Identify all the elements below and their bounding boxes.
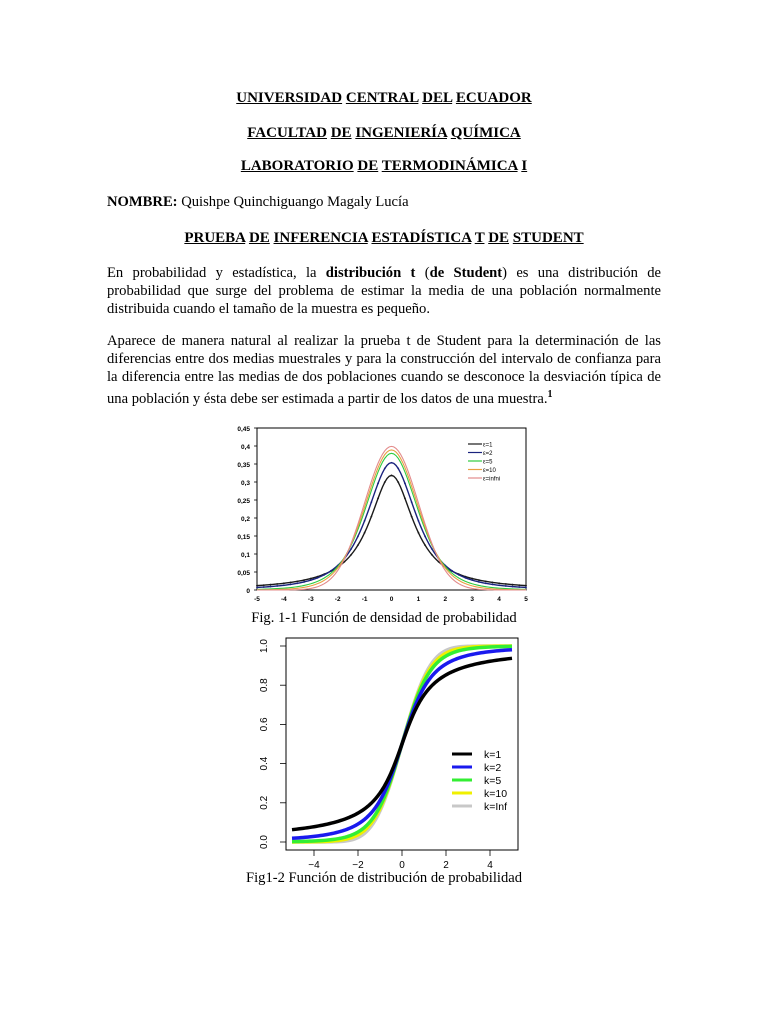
- x-tick-label: 1: [416, 596, 421, 603]
- header-word: CENTRAL: [345, 90, 419, 106]
- header-word: UNIVERSIDAD: [236, 90, 343, 106]
- y-tick-label: 0,2: [240, 516, 250, 523]
- university-title: [0, 90, 768, 107]
- data-point: [451, 570, 453, 572]
- footnote-mark: 1: [547, 389, 553, 400]
- cdf-chart: [240, 634, 526, 874]
- data-point: [330, 570, 332, 572]
- usage-paragraph: [107, 332, 661, 408]
- y-tick-label: 0.0: [259, 835, 270, 849]
- data-point: [431, 554, 433, 556]
- student-name: [107, 194, 409, 211]
- data-point: [478, 579, 480, 581]
- data-point: [263, 586, 265, 588]
- data-point: [296, 582, 298, 584]
- data-point: [296, 580, 298, 582]
- x-tick-label: -3: [307, 596, 314, 603]
- data-point: [283, 584, 285, 586]
- y-tick-label: 0: [246, 588, 250, 595]
- data-point: [364, 520, 366, 522]
- x-tick-label: 0: [399, 860, 405, 871]
- x-tick-label: 4: [487, 860, 493, 871]
- data-point: [424, 536, 426, 538]
- data-point: [505, 583, 507, 585]
- data-point: [518, 586, 520, 588]
- legend-label: k=2: [484, 762, 502, 774]
- data-point: [485, 582, 487, 584]
- data-point: [424, 544, 426, 546]
- y-tick-label: 0,35: [237, 462, 250, 469]
- y-tick-label: 0,45: [237, 426, 250, 433]
- lab-title: [0, 158, 768, 175]
- data-point: [276, 585, 278, 587]
- data-point: [471, 578, 473, 580]
- header-word: INGENIERÍA: [355, 125, 448, 141]
- data-point: [323, 574, 325, 576]
- title-word: DE: [248, 230, 270, 246]
- series-line-1: [257, 475, 526, 585]
- title-word: INFERENCIA: [273, 230, 368, 246]
- data-point: [525, 587, 527, 589]
- header-word: ECUADOR: [455, 90, 532, 106]
- data-point: [465, 577, 467, 579]
- data-point: [370, 516, 372, 518]
- y-tick-label: 0,05: [237, 570, 250, 577]
- x-tick-label: -1: [361, 596, 368, 603]
- data-point: [411, 501, 413, 503]
- data-point: [397, 468, 399, 470]
- data-point: [256, 587, 258, 589]
- title-word: PRUEBA: [184, 230, 246, 246]
- y-tick-label: 0.2: [259, 795, 270, 810]
- x-tick-label: 5: [524, 596, 528, 603]
- header-word: DE: [330, 125, 352, 141]
- legend-label: ε=infni: [483, 476, 501, 483]
- faculty-title: [0, 125, 768, 142]
- data-point: [384, 481, 386, 483]
- x-tick-label: 4: [497, 596, 501, 603]
- data-point: [505, 585, 507, 587]
- data-point: [357, 536, 359, 538]
- y-tick-label: 0.4: [259, 756, 270, 771]
- section-title: [0, 230, 768, 247]
- data-point: [498, 584, 500, 586]
- y-tick-label: 0,25: [237, 498, 250, 505]
- bold-term: distribución t: [325, 265, 416, 281]
- title-word: T: [474, 230, 485, 246]
- bold-term: de Student: [429, 265, 503, 281]
- y-tick-label: 0,15: [237, 534, 250, 541]
- intro-paragraph: [107, 264, 661, 318]
- x-tick-label: -5: [254, 596, 260, 603]
- y-tick-label: 0.8: [259, 678, 270, 693]
- pdf-chart: [228, 420, 534, 610]
- y-tick-label: 0,3: [240, 480, 250, 487]
- data-point: [283, 582, 285, 584]
- header-word: FACULTAD: [247, 125, 327, 141]
- data-point: [310, 579, 312, 581]
- header-word: TERMODINÁMICA: [381, 158, 518, 174]
- x-tick-label: 3: [470, 596, 475, 603]
- para-text: En probabilidad y estadística, la: [107, 265, 326, 281]
- data-point: [350, 548, 352, 550]
- data-point: [397, 481, 399, 483]
- data-point: [370, 501, 372, 503]
- data-point: [263, 584, 265, 586]
- header-word: QUÍMICA: [450, 125, 521, 141]
- data-point: [290, 581, 292, 583]
- data-point: [290, 584, 292, 586]
- data-point: [525, 585, 527, 587]
- legend-label: ε=10: [483, 468, 496, 474]
- data-point: [391, 475, 393, 477]
- x-tick-label: −4: [308, 860, 320, 871]
- x-tick-label: 2: [443, 860, 449, 871]
- x-tick-label: −2: [352, 860, 364, 871]
- data-point: [485, 580, 487, 582]
- x-tick-label: -2: [334, 596, 341, 603]
- data-point: [270, 584, 272, 586]
- y-tick-label: 1.0: [259, 639, 270, 653]
- data-point: [512, 586, 514, 588]
- data-point: [350, 554, 352, 556]
- title-word: DE: [488, 230, 510, 246]
- legend-label: ε=2: [483, 451, 493, 457]
- header-word: LABORATORIO: [240, 158, 354, 174]
- para-text: Aparece de manera natural al realizar la prueba t de Student para la determinación de las diferencias entre dos medias muestrales y para la construcción del intervalo de confianza para la diferencia entre las medias de dos poblaciones cuando se desconoce la desviación típica de una población y ésta debe ser estimada a partir de los datos de una muestra.: [107, 333, 661, 407]
- title-word: ESTADÍSTICA: [371, 230, 472, 246]
- legend-label: k=1: [484, 749, 502, 761]
- data-point: [377, 482, 379, 484]
- data-point: [377, 497, 379, 499]
- data-point: [317, 577, 319, 579]
- data-point: [418, 520, 420, 522]
- data-point: [518, 584, 520, 586]
- data-point: [491, 581, 493, 583]
- data-point: [303, 579, 305, 581]
- fig1-caption: Fig. 1-1 Función de densidad de probabilidad: [251, 610, 517, 626]
- data-point: [303, 581, 305, 583]
- y-tick-label: 0.6: [259, 717, 270, 732]
- header-word: DEL: [422, 90, 453, 106]
- data-point: [310, 578, 312, 580]
- y-tick-label: 0,1: [240, 552, 250, 559]
- data-point: [431, 548, 433, 550]
- data-point: [404, 497, 406, 499]
- x-tick-label: -4: [281, 596, 287, 603]
- data-point: [478, 581, 480, 583]
- legend-label: k=10: [484, 788, 508, 800]
- legend-label: k=Inf: [484, 801, 508, 813]
- header-word: I: [521, 158, 528, 174]
- data-point: [491, 584, 493, 586]
- data-point: [364, 532, 366, 534]
- fig2-caption: Fig1-2 Función de distribución de probabilidad: [245, 870, 523, 886]
- data-point: [357, 544, 359, 546]
- y-tick-label: 0,4: [240, 444, 250, 451]
- legend-label: k=5: [484, 775, 502, 787]
- data-point: [384, 468, 386, 470]
- legend-label: ε=1: [483, 442, 493, 449]
- name-label: NOMBRE:: [107, 194, 178, 210]
- data-point: [471, 579, 473, 581]
- name-value: Quishpe Quinchiguango Magaly Lucía: [181, 194, 409, 210]
- x-tick-label: 0: [389, 596, 394, 603]
- data-point: [458, 574, 460, 576]
- x-tick-label: 2: [443, 596, 448, 603]
- data-point: [512, 584, 514, 586]
- para-text: (: [415, 265, 430, 281]
- title-word: STUDENT: [512, 230, 584, 246]
- data-point: [256, 585, 258, 587]
- data-point: [276, 583, 278, 585]
- data-point: [411, 516, 413, 518]
- data-point: [404, 482, 406, 484]
- legend-label: ε=5: [483, 459, 493, 466]
- data-point: [418, 532, 420, 534]
- data-point: [270, 586, 272, 588]
- data-point: [498, 582, 500, 584]
- para-text: ) es una distribución de probabilidad que surge del problema de estimar la media de una población normalmente distribuida cuando el tamaño de la muestra es pequeño.: [107, 265, 661, 317]
- header-word: DE: [357, 158, 379, 174]
- data-point: [391, 462, 393, 464]
- series-line-1: [292, 658, 512, 829]
